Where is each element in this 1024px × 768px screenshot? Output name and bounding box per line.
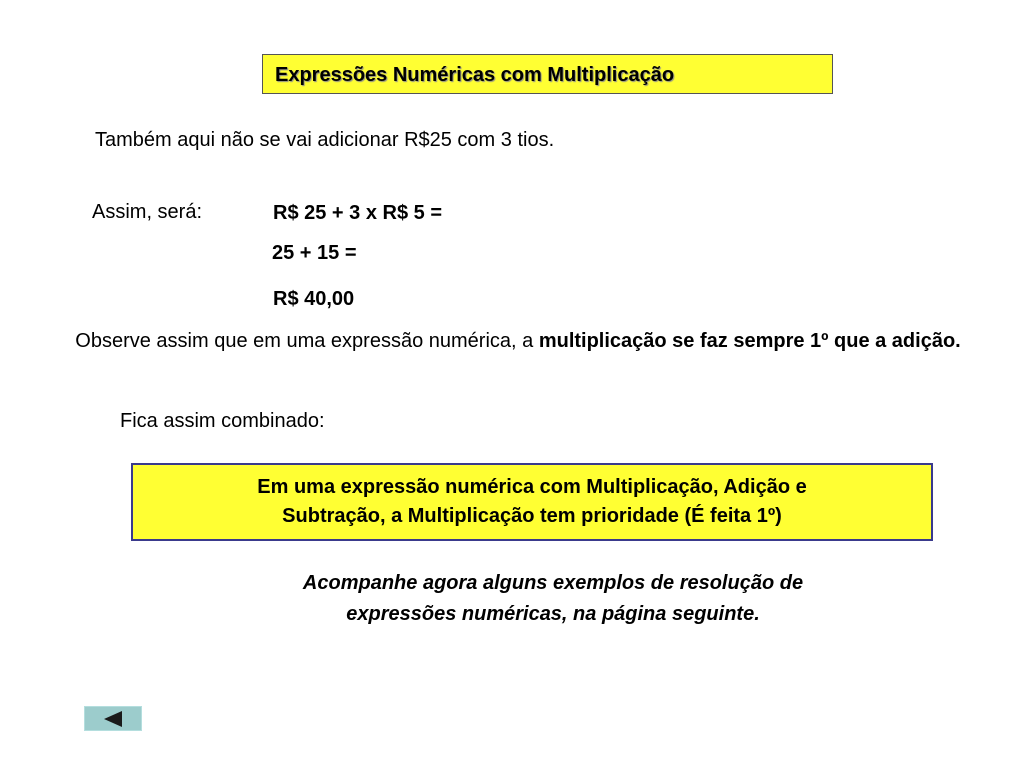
expression-line-2: 25 + 15 = bbox=[272, 242, 357, 264]
observe-text: Observe assim que em uma expressão numérica, a bbox=[75, 330, 539, 352]
intro-text: Também aqui não se vai adicionar R$25 com 3 tios. bbox=[95, 129, 555, 151]
assim-label: Assim, será: bbox=[92, 201, 203, 223]
left-arrow-icon bbox=[104, 711, 122, 727]
closing-line-1: Acompanhe agora alguns exemplos de resolução de bbox=[302, 572, 804, 594]
expression-result: R$ 40,00 bbox=[273, 288, 355, 310]
fica-assim-text: Fica assim combinado: bbox=[120, 410, 325, 432]
rule-line-1: Em uma expressão numérica com Multiplicação, Adição e bbox=[257, 476, 807, 498]
expression-line-1: R$ 25 + 3 x R$ 5 = bbox=[273, 202, 443, 224]
back-button[interactable] bbox=[84, 706, 142, 731]
observe-bold-text: multiplicação se faz sempre 1º que a adição. bbox=[538, 330, 961, 352]
slide-title: Expressões Numéricas com Multiplicação bbox=[275, 64, 675, 86]
closing-paragraph bbox=[160, 568, 946, 630]
rule-box bbox=[131, 463, 933, 541]
rule-text bbox=[133, 473, 931, 531]
closing-line-2: expressões numéricas, na página seguinte. bbox=[346, 603, 760, 625]
rule-line-2: Subtração, a Multiplicação tem prioridade (É feita 1º) bbox=[282, 505, 782, 527]
title-box bbox=[262, 54, 833, 94]
observe-paragraph bbox=[60, 326, 976, 356]
